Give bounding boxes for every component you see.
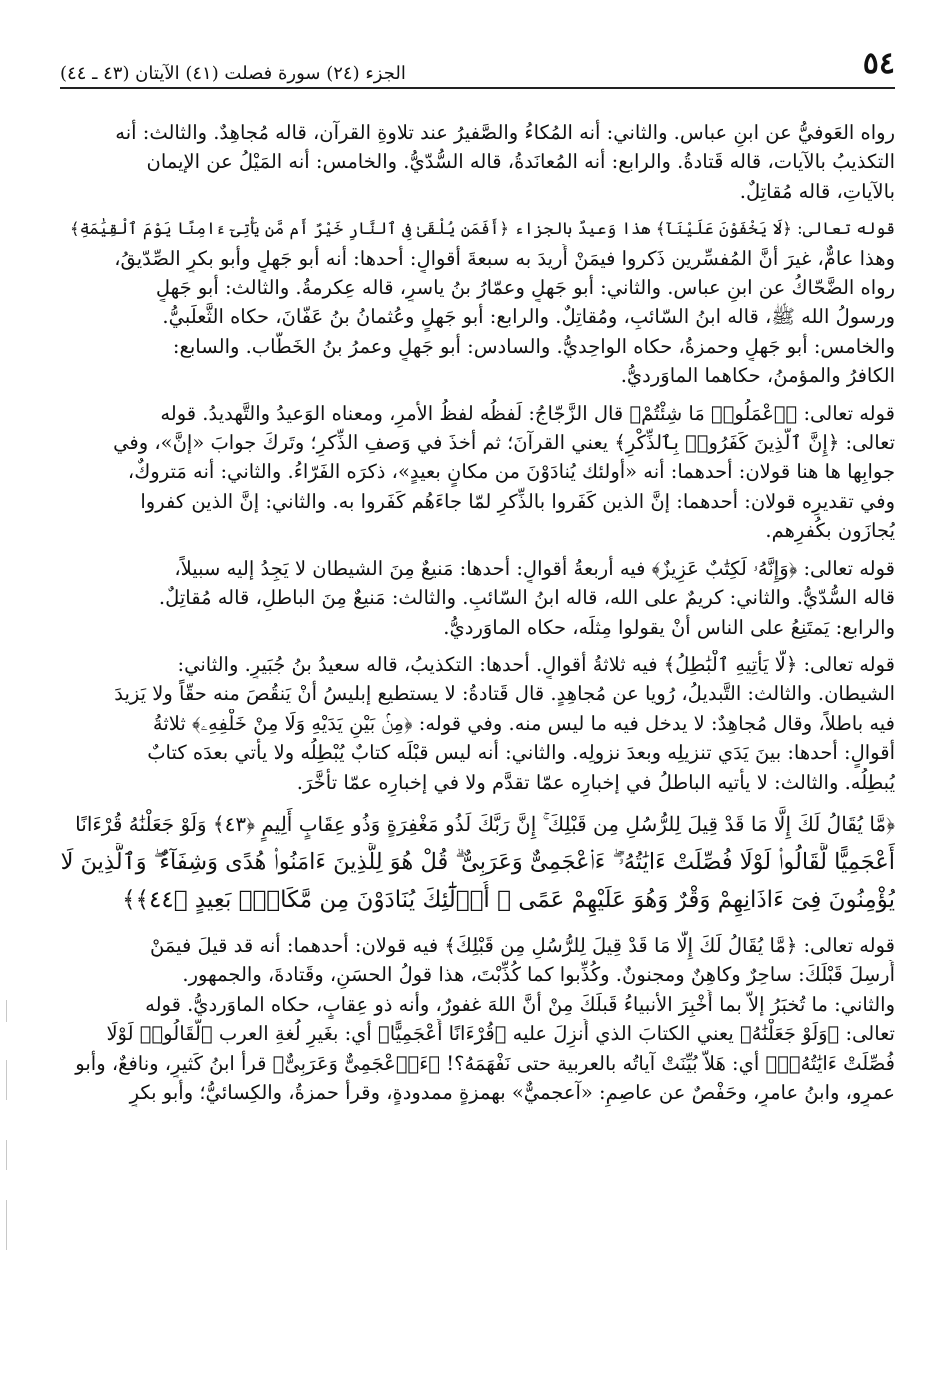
text-line: والثاني: ما تُخبَرُ إلاّ بما أُخْبِرَ الأنبياءُ قَبلَكَ مِنْ أنَّ اللهَ غفورٌ، وأنه ذو عِقابٍ، حكاه الماوَرديُّ. قوله <box>145 992 895 1016</box>
text-line: عمرٍو، وابنُ عامرٍ، وحَفْصٌ عن عاصِمٍ: «آعجميٌّ» بهمزةٍ ممدودةٍ، وقرأ حمزةُ، والكِسائيُّ؛ وأبو بكرٍ <box>129 1080 895 1104</box>
text-line: والخامس: أبو جَهلٍ وحمزةُ، حكاه الواحِديُّ. والسادس: أبو جَهلٍ وعمرُ بنُ الخَطّاب. والسابع: <box>172 334 895 358</box>
text-line: جوابِها ها هنا قولان: أحدهما: أنه «أولئك يُنادَوْنَ من مكانٍ بعيدٍ»، ذكرَه الفَرّاءُ. والثاني: أنه مَتروكٌ، <box>127 460 895 484</box>
quran-verse-block <box>60 805 895 919</box>
commentary-paragraph <box>60 118 895 206</box>
text-line: تعالى: ﴿إِنَّ ٱلَّذِينَ كَفَرُوا۟ بِٱلذِّكْرِ﴾ يعني القرآنَ؛ ثم أخذَ في وَصفِ الذِّكرِ؛ وتَركَ جوابَ «إنَّ»، وفي <box>113 431 895 455</box>
text-line: والرابع: يَمتَنِعُ على الناس أنْ يقولوا مِثلَه، حكاه الماوَرديُّ. <box>443 615 895 639</box>
commentary-paragraph <box>60 214 895 390</box>
body-text <box>60 118 895 1115</box>
page-number: ٥٤ <box>862 46 895 81</box>
text-line: فُصِّلَتْ ءَايَٰتُهُۥٓ﴾ أي: هَلاّ بُيِّنَتْ آياتُه بالعربية حتى نَفْهَمَهُ؟! ﴿ءَا۬عْجَمِىٌّ وَعَرَبِىٌّ﴾ قرأ ابنُ كَثيرٍ، ونافعٌ، وأبو <box>75 1051 895 1075</box>
page-header <box>60 45 895 89</box>
text-line: بالآياتِ، قاله مُقاتِلٌ. <box>739 179 895 203</box>
text-line: قوله تعالى: ﴿لَا يَخْفَوْنَ عَلَيْنَآ﴾ هذا وَعيدٌ بالجزاء ﴿أَفَمَن يُلْقَىٰ فِى ٱلنَّارِ خَيْرٌ أَم مَّن يَأْتِىٓ ءَامِنًا يَوْمَ ٱلْقِيَٰمَةِ﴾ <box>69 219 895 239</box>
text-line: يُبطِلُه. والثالث: لا يأتيه الباطلُ في إخبارِه عمّا تقدَّم ولا في إخبارِه عمّا تأخَّرَ. <box>296 770 895 794</box>
scan-edge-line <box>6 1000 7 1022</box>
text-line: رواه الضَّحّاكُ عن ابنِ عباس. والثاني: أبو جَهلٍ وعمّارُ بنُ ياسرٍ، قاله عِكرمةُ. والثالث: أبو جَهلٍ <box>155 276 895 300</box>
verse-line: ﴿مَّا يُقَالُ لَكَ إِلَّا مَا قَدْ قِيلَ لِلرُّسُلِ مِن قَبْلِكَ ۚ إِنَّ رَبَّكَ لَذُو مَغْفِرَةٍ وَذُو عِقَابٍ أَلِيمٍ ﴿٤٣﴾ وَلَوْ جَعَلْنَٰهُ قُرْءَانًا <box>75 811 895 836</box>
commentary-paragraph <box>60 399 895 546</box>
text-line: وهذا عامٌّ، غيرَ أنَّ المُفسِّرين ذَكروا فيمَنْ أُريدَ به سبعةَ أقوالٍ: أحدها: أنه أبو جَهلٍ وأبو بكرٍ الصِّدّيقُ، <box>114 246 895 270</box>
text-line: ورسولُ الله ﷺ، قاله ابنُ السّائبِ، ومُقاتِلٌ. والرابع: أبو جَهلٍ وعُثمانُ بنُ عَفّانَ، حكاه الثَّعلَبيُّ. <box>162 305 895 329</box>
scan-edge-line <box>6 1060 7 1100</box>
text-line: أقوالٍ: أحدها: بينَ يَدَي تنزيلِه وبعدَ نزولِه. والثاني: أنه ليس قبْلَه كتابٌ يُبْطِلُه ولا يأتي بعدَه كتابٌ <box>147 741 895 765</box>
text-line: أُرسِلَ قَبْلَكَ: ساحِرٌ وكاهِنٌ ومجنونٌ. وكُذِّبوا كما كُذِّبْتَ، هذا قولُ الحسَنِ، وقَتادةَ، والجمهور. <box>182 963 895 987</box>
text-line: رواه العَوفيُّ عن ابنِ عباس. والثاني: أنه المُكاءُ والصَّفيرُ عند تلاوةِ القرآن، قاله مُجاهِدٌ. والثالث: أنه <box>115 121 895 144</box>
text-line: قوله تعالى: ﴿ٱعْمَلُوا۟ مَا شِئْتُمْ﴾ قال الزَّجّاجُ: لَفظُه لفظُ الأمرِ، ومعناه الوَعيدُ والتَّهديدُ. قوله <box>160 401 895 425</box>
text-line: قاله السُّدّيُّ. والثاني: كريمٌ على الله، قاله ابنُ السّائبِ. والثالث: مَنيعٌ مِنَ الباطلِ، قاله مُقاتِلٌ. <box>158 586 895 610</box>
verse-line: أَعْجَمِيًّا لَّقَالُوا۟ لَوْلَا فُصِّلَتْ ءَايَٰتُهُۥٓ ۖ ءَا۬عْجَمِىٌّ وَعَرَبِىٌّ ۗ قُلْ هُوَ لِلَّذِينَ ءَامَنُوا۟ هُدًى وَشِفَآءٌ ۖ وَٱلَّذِينَ لَا <box>60 848 895 875</box>
text-line: التكذيبُ بالآيات، قاله قَتادةُ. والرابع: أنه المُعانَدةُ، قاله السُّدّيُّ. والخامس: أنه المَيْلُ عن الإيمان <box>146 150 895 174</box>
running-head: الجزء (٢٤) سورة فصلت (٤١) الآيتان (٤٣ ـ ٤٤) <box>60 63 406 84</box>
text-line: قوله تعالى: ﴿لَّا يَأْتِيهِ ٱلْبَٰطِلُ﴾ فيه ثلاثةُ أقوالٍ. أحدها: التكذيبُ، قاله سعيدُ بنُ جُبَيرٍ. والثاني: <box>177 652 895 676</box>
verse-line: يُؤْمِنُونَ فِىٓ ءَاذَانِهِمْ وَقْرٌ وَهُوَ عَلَيْهِمْ عَمًى ۚ أُو۟لَٰٓئِكَ يُنَادَوْنَ مِن مَّكَانٍۭ بَعِيدٍ ﴿٤٤﴾﴾ <box>122 886 895 913</box>
text-line: قوله تعالى: ﴿وَإِنَّهُۥ لَكِتَٰبٌ عَزِيزٌ﴾ فيه أربعةُ أقوالٍ: أحدها: مَنيعٌ مِنَ الشيطان لا يَجِدُ إليه سبيلاً، <box>174 556 895 580</box>
text-line: تعالى: ﴿وَلَوْ جَعَلْنَٰهُ﴾ يعني الكتابَ الذي أُنزِلَ عليه ﴿قُرْءَانًا أَعْجَمِيًّا﴾ أي: بغَيرِ لُغةِ العرب ﴿لَّقَالُوا۟ لَوْلَا <box>106 1022 895 1046</box>
text-line: وفي تقديرِه قولان: أحدهما: إنَّ الذين كَفَروا بالذِّكرِ لمّا جاءَهُم كَفَروا به. والثاني: إنَّ الذين كفروا <box>140 489 895 513</box>
commentary-paragraph <box>60 931 895 1107</box>
text-line: فيه باطلاً، وقال مُجاهِدٌ: لا يدخل فيه ما ليس منه. وفي قوله: ﴿مِنۢ بَيْنِ يَدَيْهِ وَلَا مِنْ خَلْفِهِۦ﴾ ثلاثةُ <box>152 711 895 735</box>
scan-edge-line <box>6 1200 7 1250</box>
text-line: الكافرُ والمؤمنُ، حكاهما الماوَرديُّ. <box>620 364 895 388</box>
text-line: يُجازَون بكُفرِهم. <box>765 519 895 543</box>
commentary-paragraph <box>60 650 895 797</box>
text-line: قوله تعالى: ﴿مَّا يُقَالُ لَكَ إِلَّا مَا قَدْ قِيلَ لِلرُّسُلِ مِن قَبْلِكَ﴾ فيه قولان: أحدهما: أنه قد قيلَ فيمَنْ <box>149 933 895 957</box>
commentary-paragraph <box>60 554 895 642</box>
text-line: الشيطان. والثالث: التَّبديلُ، رُويا عن مُجاهِدٍ. قال قَتادةُ: لا يستطيع إبليسُ أنْ يَنقُصَ منه حقّاً ولا يَزيدَ <box>114 682 895 706</box>
scan-edge-line <box>6 1140 7 1170</box>
